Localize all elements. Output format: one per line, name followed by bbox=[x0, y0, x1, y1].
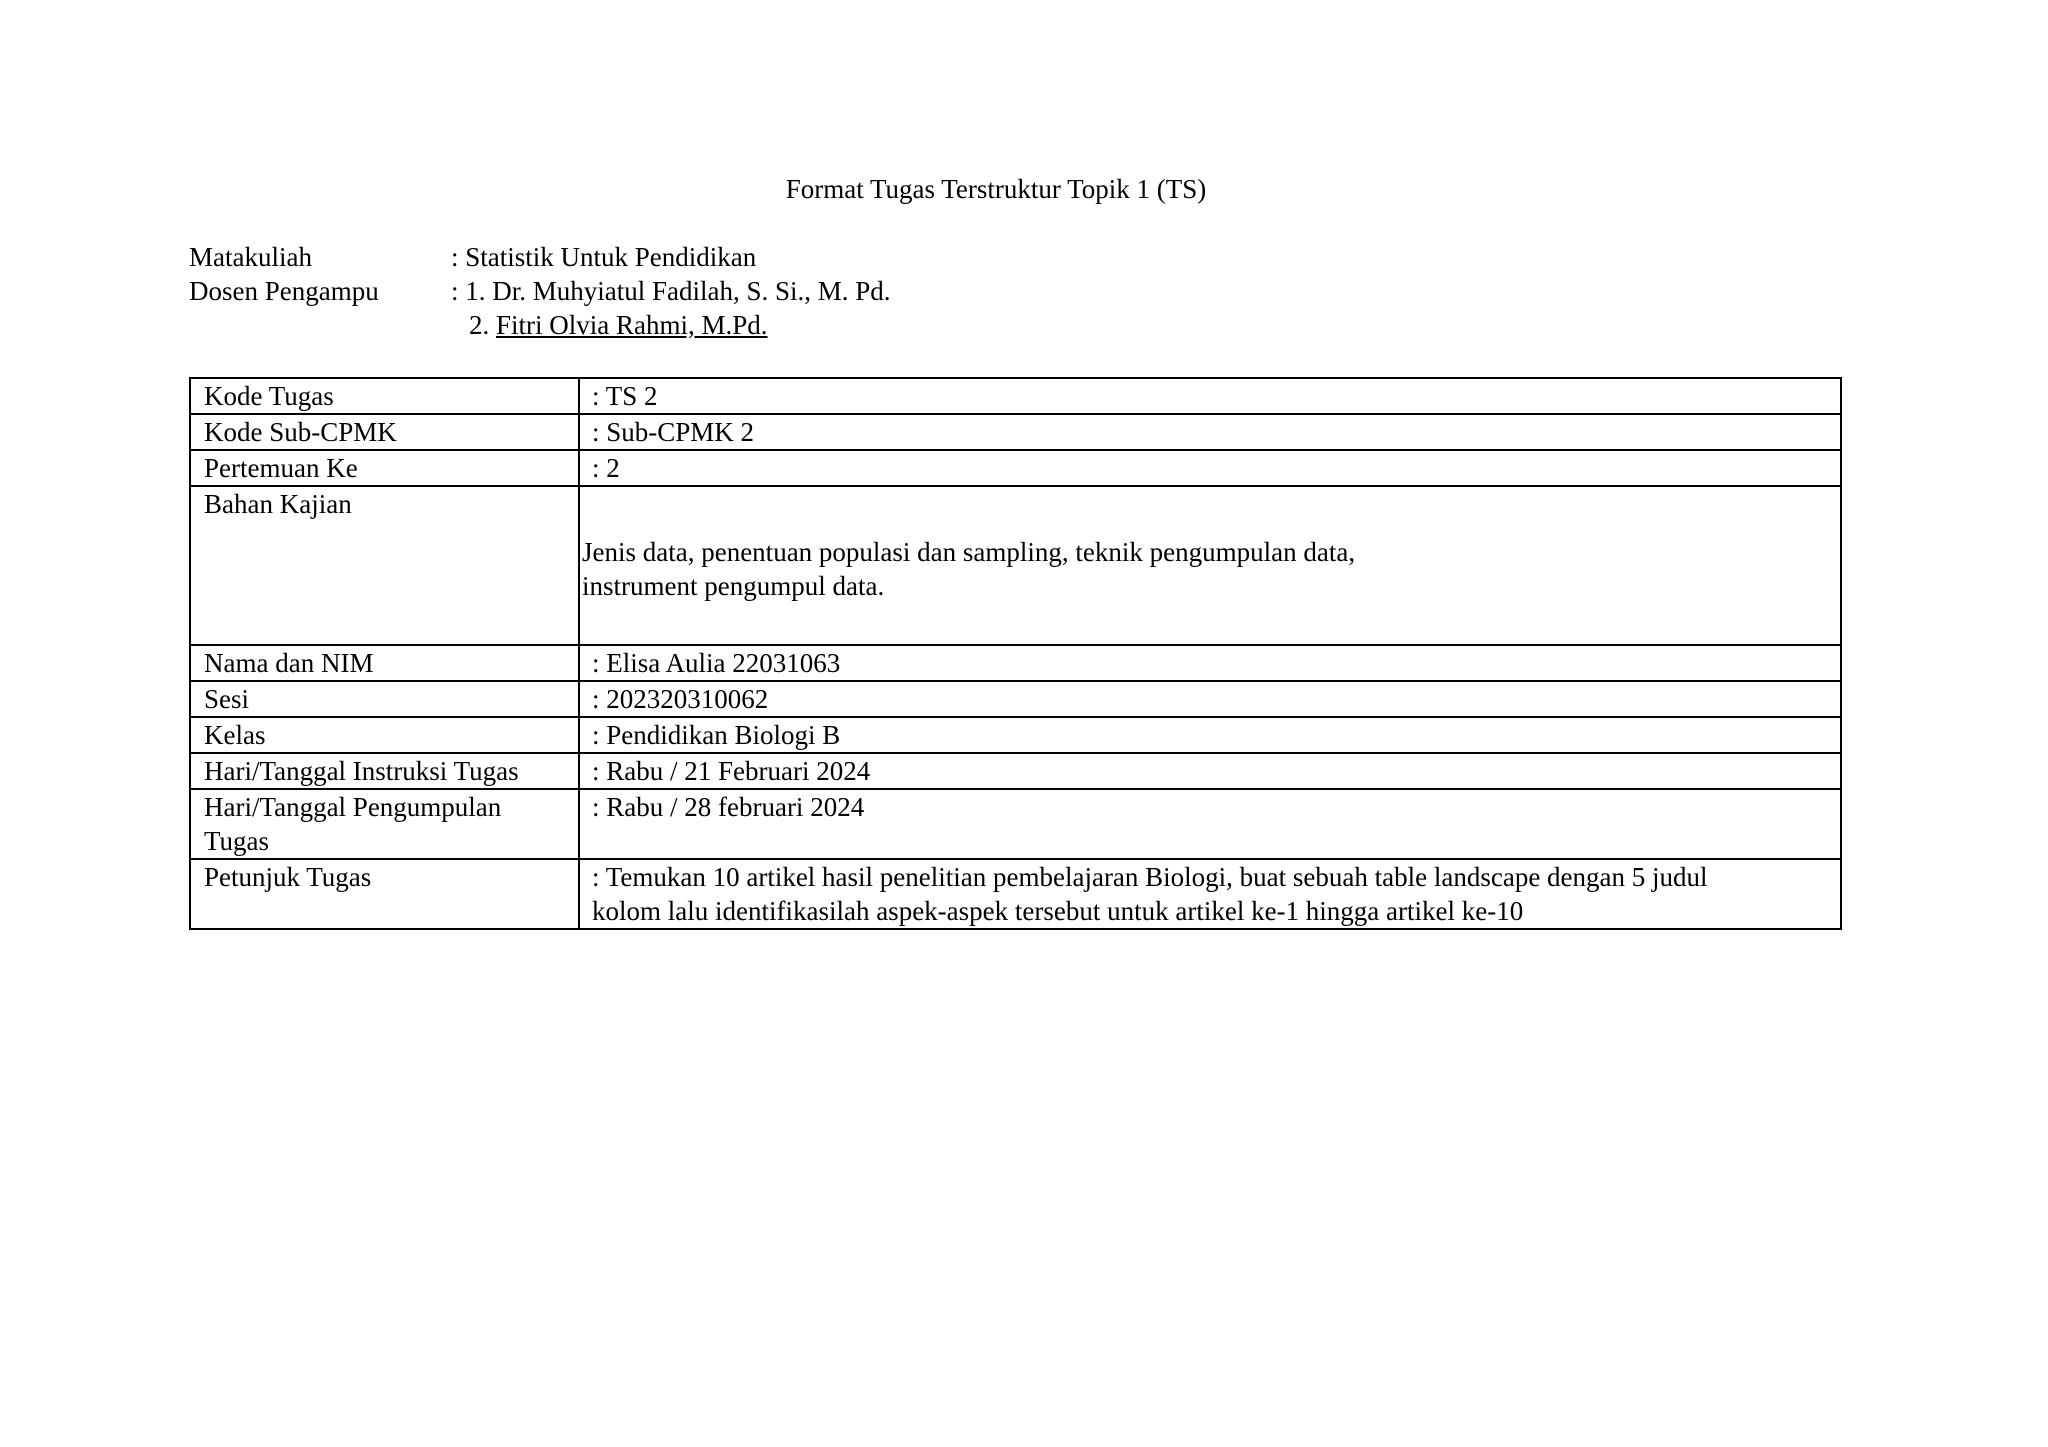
table-row bbox=[190, 378, 1841, 414]
table-row bbox=[190, 681, 1841, 717]
petunjuk-line-1: : Temukan 10 artikel hasil penelitian pembelajaran Biologi, buat sebuah table landscape dengan 5 judul bbox=[592, 862, 1708, 892]
petunjuk-line-2: kolom lalu identifikasilah aspek-aspek tersebut untuk artikel ke-1 hingga artikel ke-10 bbox=[592, 896, 1524, 926]
dosen-2-name: Fitri Olvia Rahmi, M.Pd. bbox=[496, 310, 768, 340]
dosen-row bbox=[189, 274, 891, 308]
nama-nim-label: Nama dan NIM bbox=[190, 645, 579, 681]
petunjuk-value bbox=[579, 859, 1841, 929]
pengumpulan-label bbox=[190, 789, 579, 859]
kelas-value: : Pendidikan Biologi B bbox=[579, 717, 1841, 753]
petunjuk-label: Petunjuk Tugas bbox=[190, 859, 579, 929]
matakuliah-value: : Statistik Untuk Pendidikan bbox=[451, 242, 757, 272]
table-row bbox=[190, 717, 1841, 753]
kode-sub-cpmk-value: : Sub-CPMK 2 bbox=[579, 414, 1841, 450]
pengumpulan-label-line-2: Tugas bbox=[204, 826, 270, 856]
pengumpulan-label-line-1: Hari/Tanggal Pengumpulan bbox=[204, 792, 502, 822]
document-title: Format Tugas Terstruktur Topik 1 (TS) bbox=[785, 174, 1207, 204]
course-info bbox=[189, 240, 891, 342]
table-row bbox=[190, 859, 1841, 929]
matakuliah-label: Matakuliah bbox=[189, 242, 312, 272]
dosen-value-2 bbox=[189, 308, 891, 342]
dosen-2-prefix: 2. bbox=[469, 310, 496, 340]
pengumpulan-value: : Rabu / 28 februari 2024 bbox=[579, 789, 1841, 859]
kode-sub-cpmk-label: Kode Sub-CPMK bbox=[190, 414, 579, 450]
table-row bbox=[190, 486, 1841, 645]
kode-tugas-label: Kode Tugas bbox=[190, 378, 579, 414]
kelas-label: Kelas bbox=[190, 717, 579, 753]
bahan-kajian-cell bbox=[190, 486, 579, 645]
dosen-value-1: : 1. Dr. Muhyiatul Fadilah, S. Si., M. Pd. bbox=[451, 276, 891, 306]
bahan-kajian-label: Bahan Kajian bbox=[204, 489, 352, 519]
sesi-label: Sesi bbox=[190, 681, 579, 717]
instruksi-value: : Rabu / 21 Februari 2024 bbox=[579, 753, 1841, 789]
table-row bbox=[190, 645, 1841, 681]
task-table bbox=[189, 377, 1842, 930]
sesi-value: : 202320310062 bbox=[579, 681, 1841, 717]
pertemuan-value: : 2 bbox=[579, 450, 1841, 486]
table-row bbox=[190, 450, 1841, 486]
instruksi-label: Hari/Tanggal Instruksi Tugas bbox=[190, 753, 579, 789]
matakuliah-row bbox=[189, 240, 891, 274]
bahan-kajian-line-2: instrument pengumpul data. bbox=[582, 571, 885, 601]
kode-tugas-value: : TS 2 bbox=[579, 378, 1841, 414]
table-row bbox=[190, 789, 1841, 859]
table-row bbox=[190, 414, 1841, 450]
table-row bbox=[190, 753, 1841, 789]
bahan-kajian-value bbox=[579, 486, 1841, 645]
dosen-label: Dosen Pengampu bbox=[189, 276, 379, 306]
bahan-kajian-line-1: Jenis data, penentuan populasi dan sampling, teknik pengumpulan data, bbox=[582, 537, 1356, 567]
nama-nim-value: : Elisa Aulia 22031063 bbox=[579, 645, 1841, 681]
pertemuan-label: Pertemuan Ke bbox=[190, 450, 579, 486]
